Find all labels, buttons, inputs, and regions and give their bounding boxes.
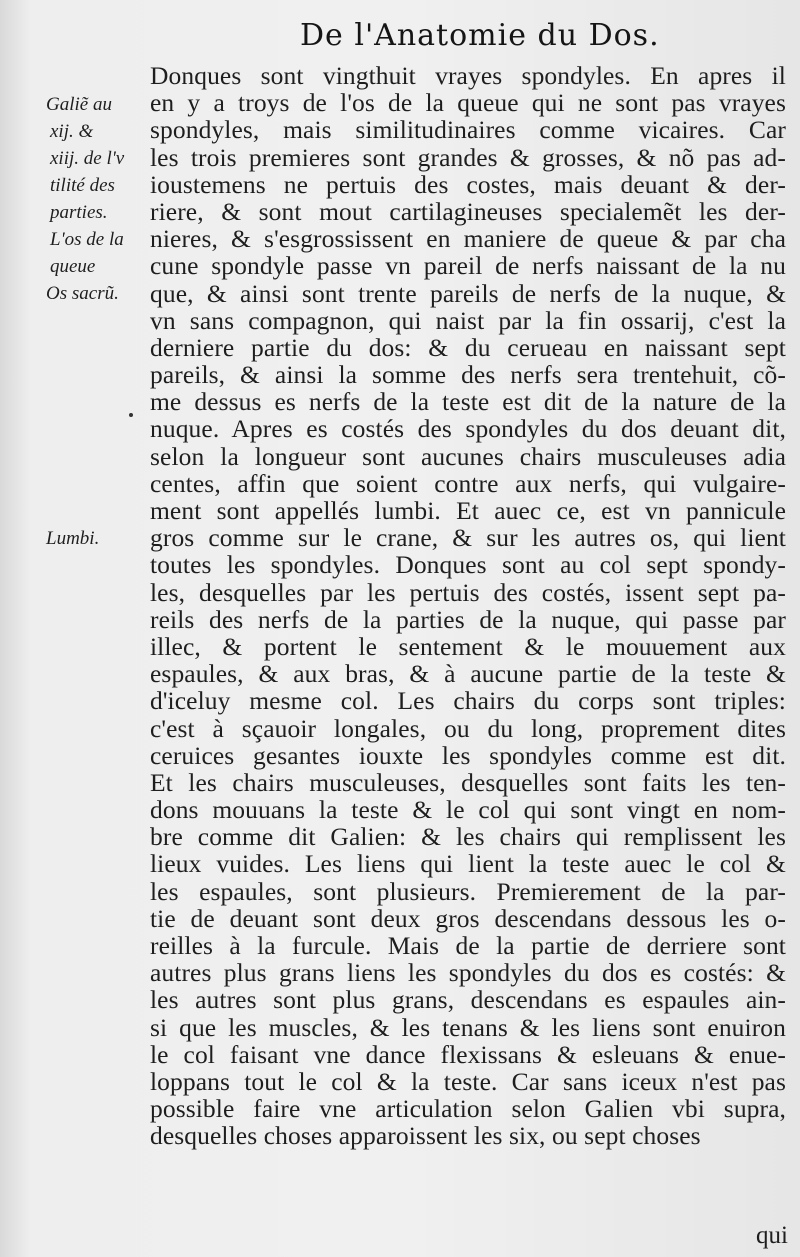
text-line: espaules, & aux bras, & à aucune partie de la teste &	[150, 659, 786, 689]
text-line: Donques sont vingthuit vrayes spondyles. En apres il	[150, 61, 786, 90]
text-line: les trois premieres sont grandes & grosses, & nõ pas ad-	[150, 142, 786, 172]
text-line: ioustemens ne pertuis des costes, mais deuant & der-	[150, 169, 786, 199]
text-line: tie de deuant sont deux gros descendans dessous les o-	[150, 903, 786, 933]
text-line: reilles à la furcule. Mais de la partie de derriere sont	[150, 931, 786, 960]
text-line: centes, affin que soient contre aux nerfs, qui vulgaire-	[150, 468, 786, 498]
margin-note: queue	[50, 256, 96, 277]
text-line: que, & ainsi sont trente pareils de nerfs de la nuque, &	[150, 278, 786, 308]
text-line: les autres sont plus grans, descendans es espaules ain-	[150, 985, 786, 1015]
text-line: loppans tout le col & la teste. Car sans iceux n'est pas	[150, 1066, 786, 1096]
margin-note: xij. &	[50, 121, 94, 142]
running-head: De l'Anatomie du Dos.	[300, 18, 660, 53]
margin-note: xiij. de l'v	[50, 148, 125, 169]
text-line: nieres, & s'esgrossissent en maniere de queue & par cha	[150, 224, 786, 254]
margin-note: Os sacrũ.	[46, 283, 119, 304]
text-line: reils des nerfs de la parties de la nuque, qui passe par	[150, 604, 786, 634]
text-line: le col faisant vne dance flexissans & esleuans & enue-	[150, 1039, 786, 1069]
text-line: bre comme dit Galien: & les chairs qui remplissent les	[150, 822, 786, 852]
text-line: ment sont appellés lumbi. Et auec ce, est vn pannicule	[150, 496, 786, 525]
margin-note: Lumbi.	[46, 528, 100, 549]
text-line: derniere partie du dos: & du cerueau en naissant sept	[150, 332, 786, 362]
text-line: possible faire vne articulation selon Galien vbi supra,	[150, 1094, 786, 1124]
text-line: vn sans compagnon, qui naist par la fin ossarij, c'est la	[150, 305, 786, 335]
text-line: d'iceluy mesme col. Les chairs du corps sont triples:	[150, 686, 786, 716]
margin-note: Galiẽ au	[46, 94, 112, 115]
text-line: c'est à sçauoir longales, ou du long, proprement dites	[150, 713, 786, 743]
text-line: riere, & sont mout cartilagineuses specialemẽt les der-	[150, 196, 786, 226]
text-line: spondyles, mais similitudinaires comme vicaires. Car	[150, 115, 786, 145]
text-line: Et les chairs musculeuses, desquelles sont faits les ten-	[150, 767, 786, 797]
text-line: en y a troys de l'os de la queue qui ne sont pas vrayes	[150, 88, 786, 118]
catchword: qui	[756, 1222, 788, 1249]
text-line: toutes les spondyles. Donques sont au col sept spondy-	[150, 550, 786, 580]
ink-speck	[129, 413, 133, 417]
text-line: ceruices gesantes iouxte les spondyles comme est dit.	[150, 740, 786, 770]
text-line: si que les muscles, & les tenans & les liens sont enuiron	[150, 1012, 786, 1042]
text-line: pareils, & ainsi la somme des nerfs sera trentehuit, cõ-	[150, 360, 786, 390]
text-line: gros comme sur le crane, & sur les autres os, qui lient	[150, 523, 786, 553]
margin-note: parties.	[50, 202, 108, 223]
margin-note: tilité des	[50, 175, 115, 196]
text-line: me dessus es nerfs de la teste est dit de la nature de la	[150, 387, 786, 417]
text-line: desquelles choses apparoissent les six, ou sept choses	[150, 1121, 701, 1151]
main-text-block	[150, 62, 786, 1150]
text-line: illec, & portent le sentement & le mouuement aux	[150, 631, 786, 661]
text-line: cune spondyle passe vn pareil de nerfs naissant de la nu	[150, 251, 786, 281]
text-line: nuque. Apres es costés des spondyles du dos deuant dit,	[150, 414, 786, 444]
text-line: selon la longueur sont aucunes chairs musculeuses adia	[150, 441, 786, 471]
text-line: les, desquelles par les pertuis des costés, issent sept pa-	[150, 577, 786, 607]
text-line: dons mouuans la teste & le col qui sont vingt en nom-	[150, 795, 786, 825]
text-line: les espaules, sont plusieurs. Premierement de la par-	[150, 876, 786, 906]
text-line: autres plus grans liens les spondyles du dos es costés: &	[150, 958, 786, 988]
text-line: lieux vuides. Les liens qui lient la teste auec le col &	[150, 849, 786, 879]
margin-note: L'os de la	[50, 229, 124, 250]
